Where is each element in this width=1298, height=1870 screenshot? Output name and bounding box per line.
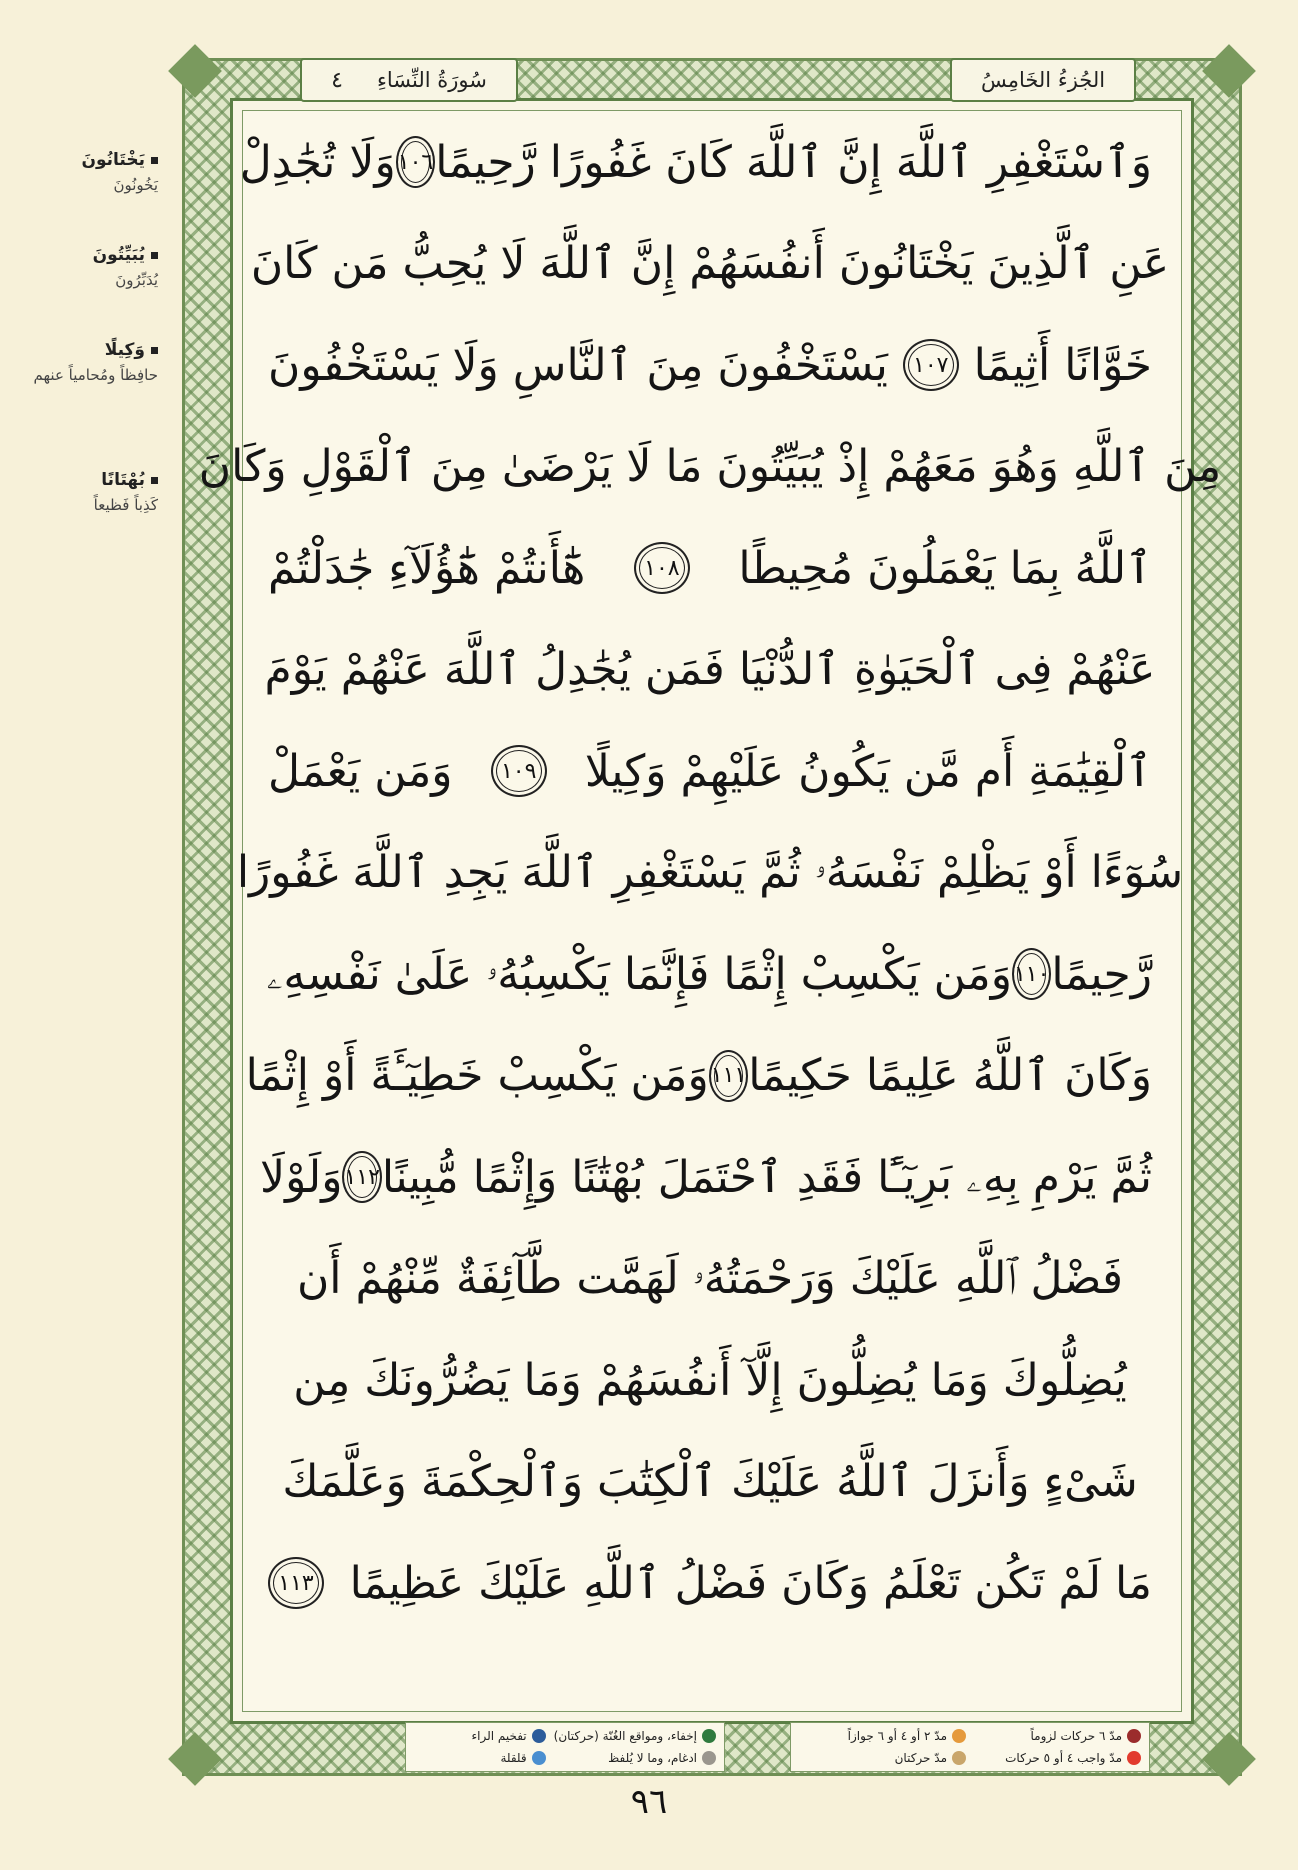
verse-text: وَلَوْلَا	[259, 1151, 343, 1203]
verse-line	[268, 528, 1152, 608]
verse-text: وَٱسْتَغْفِرِ ٱللَّهَ إِنَّ ٱللَّهَ كَانَ غَفُورًا رَّحِيمًا	[435, 136, 1152, 188]
verse-text: وَكَانَ ٱللَّهُ عَلِيمًا حَكِيمًا	[748, 1050, 1152, 1101]
legend-dot	[1127, 1751, 1141, 1765]
legend-item: تفخيم الراء	[414, 1727, 546, 1745]
ayah-number-marker: ١١٣	[268, 1557, 324, 1609]
glossary-item	[8, 470, 158, 517]
ayah-number-marker: ١١٠	[1012, 948, 1051, 1000]
ayah-number-marker: ١٠٧	[903, 339, 959, 391]
legend-dot	[952, 1751, 966, 1765]
legend-item: مدّ حركتان	[799, 1749, 966, 1767]
tajweed-legend-left	[405, 1722, 725, 1772]
legend-item: ادغام، وما لا يُلفظ	[554, 1749, 716, 1767]
glossary-item	[8, 150, 158, 197]
verse-text: ثُمَّ يَرْمِ بِهِۦ بَرِيٓـًٔا فَقَدِ ٱحْتَمَلَ بُهْتَٰنًا وَإِثْمًا مُّبِينًا	[381, 1151, 1152, 1203]
surah-name: سُورَةُ النِّسَاءِ	[377, 68, 487, 92]
page-number: ٩٦	[630, 1782, 668, 1822]
glossary-word: وَكِيلًا	[8, 340, 158, 360]
verse-line	[250, 224, 1170, 304]
legend-dot	[702, 1751, 716, 1765]
verse-text: ٱللَّهُ بِمَا يَعْمَلُونَ مُحِيطًا	[738, 542, 1152, 594]
verse-line	[268, 934, 1152, 1014]
legend-dot	[702, 1729, 716, 1743]
surah-number: ٤	[331, 67, 343, 93]
legend-dot	[532, 1751, 546, 1765]
legend-item: مدّ ٢ أو ٤ أو ٦ جوازاً	[799, 1727, 966, 1745]
legend-dot	[532, 1729, 546, 1743]
verse-line	[198, 427, 1222, 507]
verse-text: هَٰٓأَنتُمْ هَٰٓؤُلَآءِ جَٰدَلْتُمْ	[268, 542, 586, 594]
verse-text: مَا لَمْ تَكُن تَعْلَمُ وَكَانَ فَضْلُ ٱللَّهِ عَلَيْكَ عَظِيمًا	[349, 1557, 1152, 1609]
glossary-meaning: يُدَبِّرُونَ	[115, 271, 158, 289]
glossary-item	[8, 340, 158, 387]
verse-text: وَمَن يَكْسِبْ خَطِيٓـَٔةً أَوْ إِثْمًا	[245, 1050, 709, 1101]
verse-text: رَّحِيمًا	[1051, 948, 1152, 1000]
verse-text: وَمَن يَعْمَلْ	[268, 745, 453, 797]
glossary-word: بُهْتَانًا	[8, 470, 158, 490]
glossary-meaning: كَذِباً فَظيعاً	[93, 496, 158, 514]
verse-text: عَنِ ٱلَّذِينَ يَخْتَانُونَ أَنفُسَهُمْ إِنَّ ٱللَّهَ لَا يُحِبُّ مَن كَانَ	[250, 238, 1170, 289]
glossary-word: يُبَيِّتُونَ	[8, 245, 158, 265]
verse-text: فَضْلُ ٱللَّهِ عَلَيْكَ وَرَحْمَتُهُۥ لَهَمَّت طَّآئِفَةٌ مِّنْهُمْ أَن	[296, 1253, 1124, 1304]
legend-dot	[1127, 1729, 1141, 1743]
ayah-number-marker: ١٠٨	[634, 542, 690, 594]
verse-text: يَسْتَخْفُونَ مِنَ ٱلنَّاسِ وَلَا يَسْتَخْفُونَ	[268, 339, 888, 391]
ayah-number-marker: ١٠٦	[396, 136, 435, 188]
verse-text: خَوَّانًا أَثِيمًا	[973, 339, 1152, 391]
verse-line	[268, 325, 1152, 405]
legend-item: قلقلة	[414, 1749, 546, 1767]
verse-text: يُضِلُّوكَ وَمَا يُضِلُّونَ إِلَّآ أَنفُسَهُمْ وَمَا يَضُرُّونَكَ مِن	[293, 1354, 1127, 1406]
verse-line	[268, 1442, 1152, 1522]
juz-header	[950, 58, 1136, 102]
ayah-number-marker: ١١١	[709, 1050, 748, 1102]
verse-text: سُوٓءًا أَوْ يَظْلِمْ نَفْسَهُۥ ثُمَّ يَسْتَغْفِرِ ٱللَّهَ يَجِدِ ٱللَّهَ غَفُورًا	[236, 847, 1184, 898]
ayah-number-marker: ١١٢	[342, 1151, 381, 1203]
verse-text: مِنَ ٱللَّهِ وَهُوَ مَعَهُمْ إِذْ يُبَيِّتُونَ مَا لَا يَرْضَىٰ مِنَ ٱلْقَوْلِ وَكَانَ	[198, 441, 1222, 492]
verse-line	[259, 1137, 1152, 1217]
surah-header	[300, 58, 518, 102]
legend-item: إخفاء، ومواقع الغُنّة (حركتان)	[554, 1727, 716, 1745]
verse-line	[268, 731, 1152, 811]
verse-line	[245, 1036, 1152, 1116]
legend-dot	[952, 1729, 966, 1743]
verse-text: وَمَن يَكْسِبْ إِثْمًا فَإِنَّمَا يَكْسِبُهُۥ عَلَىٰ نَفْسِهِۦ	[266, 948, 1012, 1000]
verse-text: ٱلْقِيَٰمَةِ أَم مَّن يَكُونُ عَلَيْهِمْ وَكِيلًا	[584, 745, 1152, 797]
glossary-item	[8, 245, 158, 292]
verse-text: وَلَا تُجَٰدِلْ	[239, 136, 396, 188]
verse-line	[268, 1543, 1152, 1623]
verse-line	[268, 1239, 1152, 1319]
verse-line	[264, 630, 1156, 710]
verse-line	[239, 122, 1152, 202]
verse-line	[236, 833, 1184, 913]
glossary-meaning: حافِظاً ومُحامياً عنهم	[33, 366, 158, 384]
verse-text: عَنْهُمْ فِى ٱلْحَيَوٰةِ ٱلدُّنْيَا فَمَن يُجَٰدِلُ ٱللَّهَ عَنْهُمْ يَوْمَ	[264, 644, 1156, 695]
glossary-word: يَخْتَانُونَ	[8, 150, 158, 170]
glossary-meaning: يَخُونُونَ	[113, 176, 158, 194]
legend-item: مدّ ٦ حركات لزوماً	[974, 1727, 1141, 1745]
juz-name: الجُزءُ الخَامِسُ	[980, 68, 1106, 92]
verse-text: شَىْءٍ وَأَنزَلَ ٱللَّهُ عَلَيْكَ ٱلْكِتَٰبَ وَٱلْحِكْمَةَ وَعَلَّمَكَ	[282, 1456, 1138, 1507]
verse-line	[268, 1340, 1152, 1420]
legend-item: مدّ واجب ٤ أو ٥ حركات	[974, 1749, 1141, 1767]
ayah-number-marker: ١٠٩	[491, 745, 547, 797]
tajweed-legend-right	[790, 1722, 1150, 1772]
